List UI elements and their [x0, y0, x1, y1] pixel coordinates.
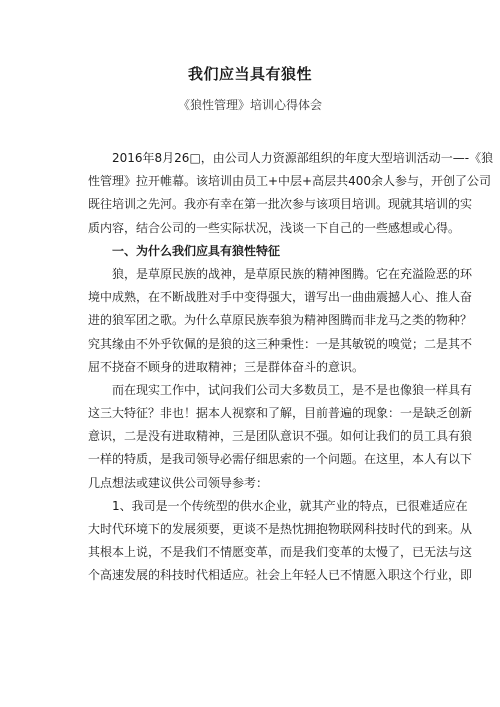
text-line: 质内容，结合公司的一些实际状况，浅谈一下自己的一些感想或心得。: [88, 220, 461, 235]
text-line: 狼，是草原民族的战神，是草原民族的精神图腾。它在充溢险恶的环: [112, 266, 473, 281]
text-line: 屈不挠奋不顾身的进取精神；三是群体奋斗的意识。: [88, 359, 365, 374]
text-line: 一样的特质，是我司领导必需仔细思索的一个问题。在这里，本人有以下: [88, 452, 473, 467]
text-line: 2016年8月26□，由公司人力资源部组织的年度大型培训活动一—-《狼: [112, 151, 494, 165]
text-line: 大时代环境下的发展须要，更谈不是热忱拥抱物联网科技时代的到来。从: [88, 522, 473, 536]
document-subtitle: 《狼性管理》培训心得体会: [177, 98, 322, 112]
paragraph-suggestion-1: [88, 495, 473, 588]
paragraph-wolf-traits: [88, 263, 473, 379]
text-line: 进的狼军团之歌。为什么草原民族奉狼为精神图腾而非龙马之类的物种？: [88, 313, 473, 328]
text-line: 其根本上说，不是我们不情愿变革，而是我们变革的太慢了，已无法与这: [88, 545, 473, 560]
text-line: 1、我司是一个传统型的供水企业，就其产业的特点，已很难适应在: [112, 498, 468, 513]
document-body: [88, 147, 494, 588]
text-line: 既往培训之先河。我亦有幸在第一批次参与该项目培训。现就其培训的实: [88, 197, 473, 212]
text-line: 性管理》拉开帷幕。该培训由员工+中层+高层共400余人参与，开创了公司: [88, 174, 492, 189]
paragraph-intro: [88, 147, 494, 240]
text-line: 境中成熟，在不断战胜对手中变得强大，谱写出一曲曲震撼人心、推人奋: [88, 290, 473, 305]
text-line: 几点想法或建议供公司领导参考：: [88, 475, 269, 490]
text-line: 意识，二是没有进取精神，三是团队意识不强。如何让我们的员工具有狼: [88, 429, 473, 444]
document-title: 我们应当具有狼性: [187, 65, 312, 83]
paragraph-reality: [88, 379, 473, 495]
text-line: 究其缘由不外乎钦佩的是狼的这三种秉性：一是其敏锐的嗅觉；二是其不: [88, 336, 473, 351]
section-heading: 一、为什么我们应具有狼性特征: [112, 243, 281, 258]
text-line: 而在现实工作中，试问我们公司大多数员工，是不是也像狼一样具有: [112, 382, 473, 397]
text-line: 这三大特征？非也！据本人视察和了解，目前普遍的现象：一是缺乏创新: [88, 406, 473, 421]
text-line: 个高速发展的科技时代相适应。社会上年轻人已不情愿入职这个行业，即: [88, 568, 473, 583]
